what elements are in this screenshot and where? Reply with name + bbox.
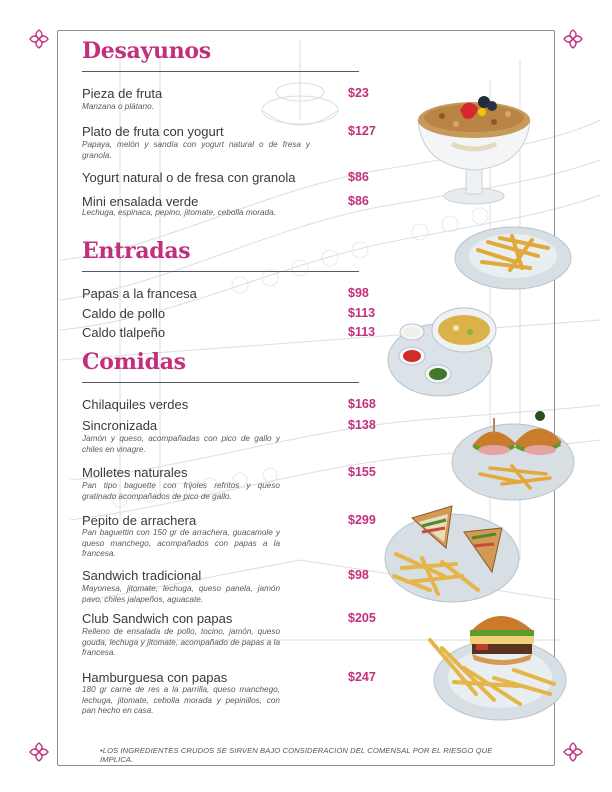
- menu-item-price: $247: [348, 670, 376, 684]
- club-sandwich-photo: [382, 502, 522, 606]
- menu-item-name: Sincronizada: [82, 418, 158, 433]
- menu-item-name: Molletes naturales: [82, 465, 188, 480]
- ornament-icon: [27, 740, 51, 764]
- menu-item-description: Pan tipo baguette con frijoles refritos y queso gratinado acompañados de pico de gallo.: [82, 481, 280, 501]
- menu-item-price: $138: [348, 418, 376, 432]
- menu-item-price: $205: [348, 611, 376, 625]
- menu-item-name: Pieza de fruta: [82, 86, 163, 101]
- section-title-entradas: Entradas: [82, 238, 191, 264]
- menu-item-name: Yogurt natural o de fresa con granola: [82, 170, 296, 185]
- menu-item-description: Mayonesa, jitomate, lechuga, queso panela, jamón pavo, chiles jalapeños, aguacate.: [82, 584, 280, 604]
- menu-item-name: Caldo tlalpeño: [82, 325, 166, 340]
- menu-item-name: Papas a la francesa: [82, 286, 197, 301]
- menu-item-name: Sandwich tradicional: [82, 568, 202, 583]
- menu-item-name: Hamburguesa con papas: [82, 670, 228, 685]
- menu-item-price: $98: [348, 286, 369, 300]
- menu-item-description: Manzana o plátano.: [82, 102, 154, 111]
- menu-item-price: $113: [348, 306, 376, 320]
- hamburger-photo: [424, 604, 570, 722]
- ornament-icon: [27, 27, 51, 51]
- soup-bowls-photo: [386, 302, 498, 398]
- menu-item-price: $127: [348, 124, 376, 138]
- section-divider: [82, 71, 359, 72]
- menu-item-price: $98: [348, 568, 369, 582]
- menu-item-description: Pan baguettin con 150 gr de arrachera, guacamole y queso manchego, acompañados con papas a la francesa.: [82, 528, 280, 559]
- ornament-icon: [561, 27, 585, 51]
- ornament-icon: [561, 740, 585, 764]
- french-fries-photo: [452, 222, 574, 292]
- yogurt-parfait-photo: [412, 84, 536, 208]
- menu-item-description: Lechuga, espinaca, pepino, jitomate, cebolla morada.: [82, 208, 276, 217]
- menu-item-name: Chilaquiles verdes: [82, 397, 189, 412]
- menu-item-price: $155: [348, 465, 376, 479]
- menu-item-name: Caldo de pollo: [82, 306, 166, 321]
- menu-item-description: Relleno de ensalada de pollo, tocino, jamón, queso gouda, lechuga y jitomate, acompañado de papas a la francesa.: [82, 627, 280, 658]
- menu-item-description: Papaya, melón y sandía con yogurt natural o de fresa y granola.: [82, 140, 310, 160]
- menu-item-name: Plato de fruta con yogurt: [82, 124, 224, 139]
- menu-item-description: 180 gr carne de res a la parrilla, queso manchego, lechuga, jitomate, cebolla morada y pepinillos, con pan hecho en casa.: [82, 685, 280, 716]
- menu-item-price: $299: [348, 513, 376, 527]
- section-divider: [82, 271, 359, 272]
- disclaimer-note: •LOS INGREDIENTES CRUDOS SE SIRVEN BAJO CONSIDERACIÓN DEL COMENSAL POR EL RIESGO QUE IMPLICA.: [100, 746, 493, 764]
- menu-item-name: Mini ensalada verde: [82, 194, 199, 209]
- sandwich-fries-photo: [450, 400, 576, 504]
- menu-item-name: Pepito de arrachera: [82, 513, 197, 528]
- menu-item-price: $23: [348, 86, 369, 100]
- menu-item-price: $168: [348, 397, 376, 411]
- menu-item-price: $86: [348, 194, 369, 208]
- menu-item-description: Jamón y queso, acompañadas con pico de gallo y chiles en vinagre.: [82, 434, 280, 454]
- section-divider: [82, 382, 359, 383]
- section-title-comidas: Comidas: [82, 349, 186, 375]
- menu-item-name: Club Sandwich con papas: [82, 611, 233, 626]
- menu-item-price: $113: [348, 325, 376, 339]
- section-title-desayunos: Desayunos: [82, 38, 211, 64]
- menu-item-price: $86: [348, 170, 369, 184]
